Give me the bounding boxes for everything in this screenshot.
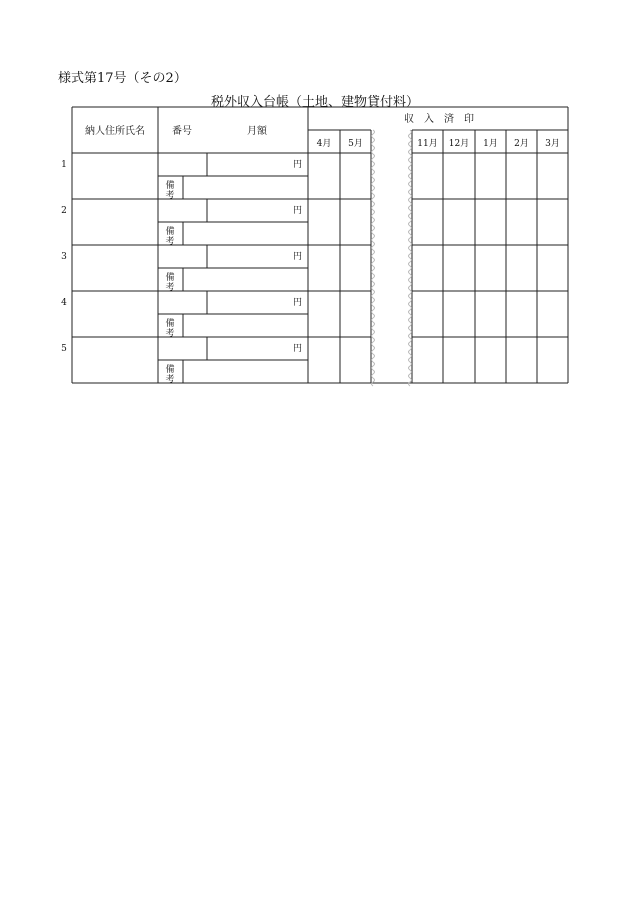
remarks-label: 備 bbox=[165, 365, 175, 375]
break-mark bbox=[372, 130, 375, 386]
month-label-3: 11月 bbox=[417, 139, 438, 149]
number-header: 番号 bbox=[172, 126, 192, 137]
remarks-label: 備 bbox=[165, 273, 175, 283]
row-number-2: 2 bbox=[61, 206, 67, 216]
month-label-2: 5月 bbox=[348, 139, 363, 149]
row-number-3: 3 bbox=[61, 252, 67, 262]
month-label-6: 2月 bbox=[514, 139, 529, 149]
yen-label: 円 bbox=[292, 252, 302, 262]
row-number-4: 4 bbox=[61, 298, 67, 308]
remarks-label: 備 bbox=[165, 319, 175, 329]
month-label-1: 4月 bbox=[316, 139, 332, 149]
yen-label: 円 bbox=[292, 160, 302, 170]
row-number-1: 1 bbox=[61, 160, 67, 170]
remarks-label: 考 bbox=[165, 283, 175, 293]
amount-header: 月額 bbox=[247, 126, 267, 137]
remarks-label: 備 bbox=[165, 227, 175, 237]
month-label-4: 12月 bbox=[448, 139, 470, 149]
yen-label: 円 bbox=[292, 298, 302, 308]
ledger-title: 税外収入台帳（土地、建物貸付料） bbox=[210, 95, 419, 110]
row-number-5: 5 bbox=[61, 344, 67, 354]
month-label-7: 3月 bbox=[545, 139, 560, 149]
yen-label: 円 bbox=[292, 344, 302, 354]
remarks-label: 考 bbox=[165, 191, 175, 201]
break-mark bbox=[409, 130, 412, 386]
month-label-5: 1月 bbox=[483, 139, 498, 149]
payer-header: 納人住所氏名 bbox=[85, 126, 145, 137]
remarks-label: 考 bbox=[165, 329, 175, 339]
remarks-label: 考 bbox=[165, 375, 175, 385]
remarks-label: 考 bbox=[165, 237, 175, 247]
yen-label: 円 bbox=[292, 206, 302, 216]
remarks-label: 備 bbox=[165, 181, 175, 191]
receipt-stamp-header: 収 入 済 印 bbox=[404, 114, 474, 125]
form-number: 様式第17号（その2） bbox=[58, 71, 187, 86]
